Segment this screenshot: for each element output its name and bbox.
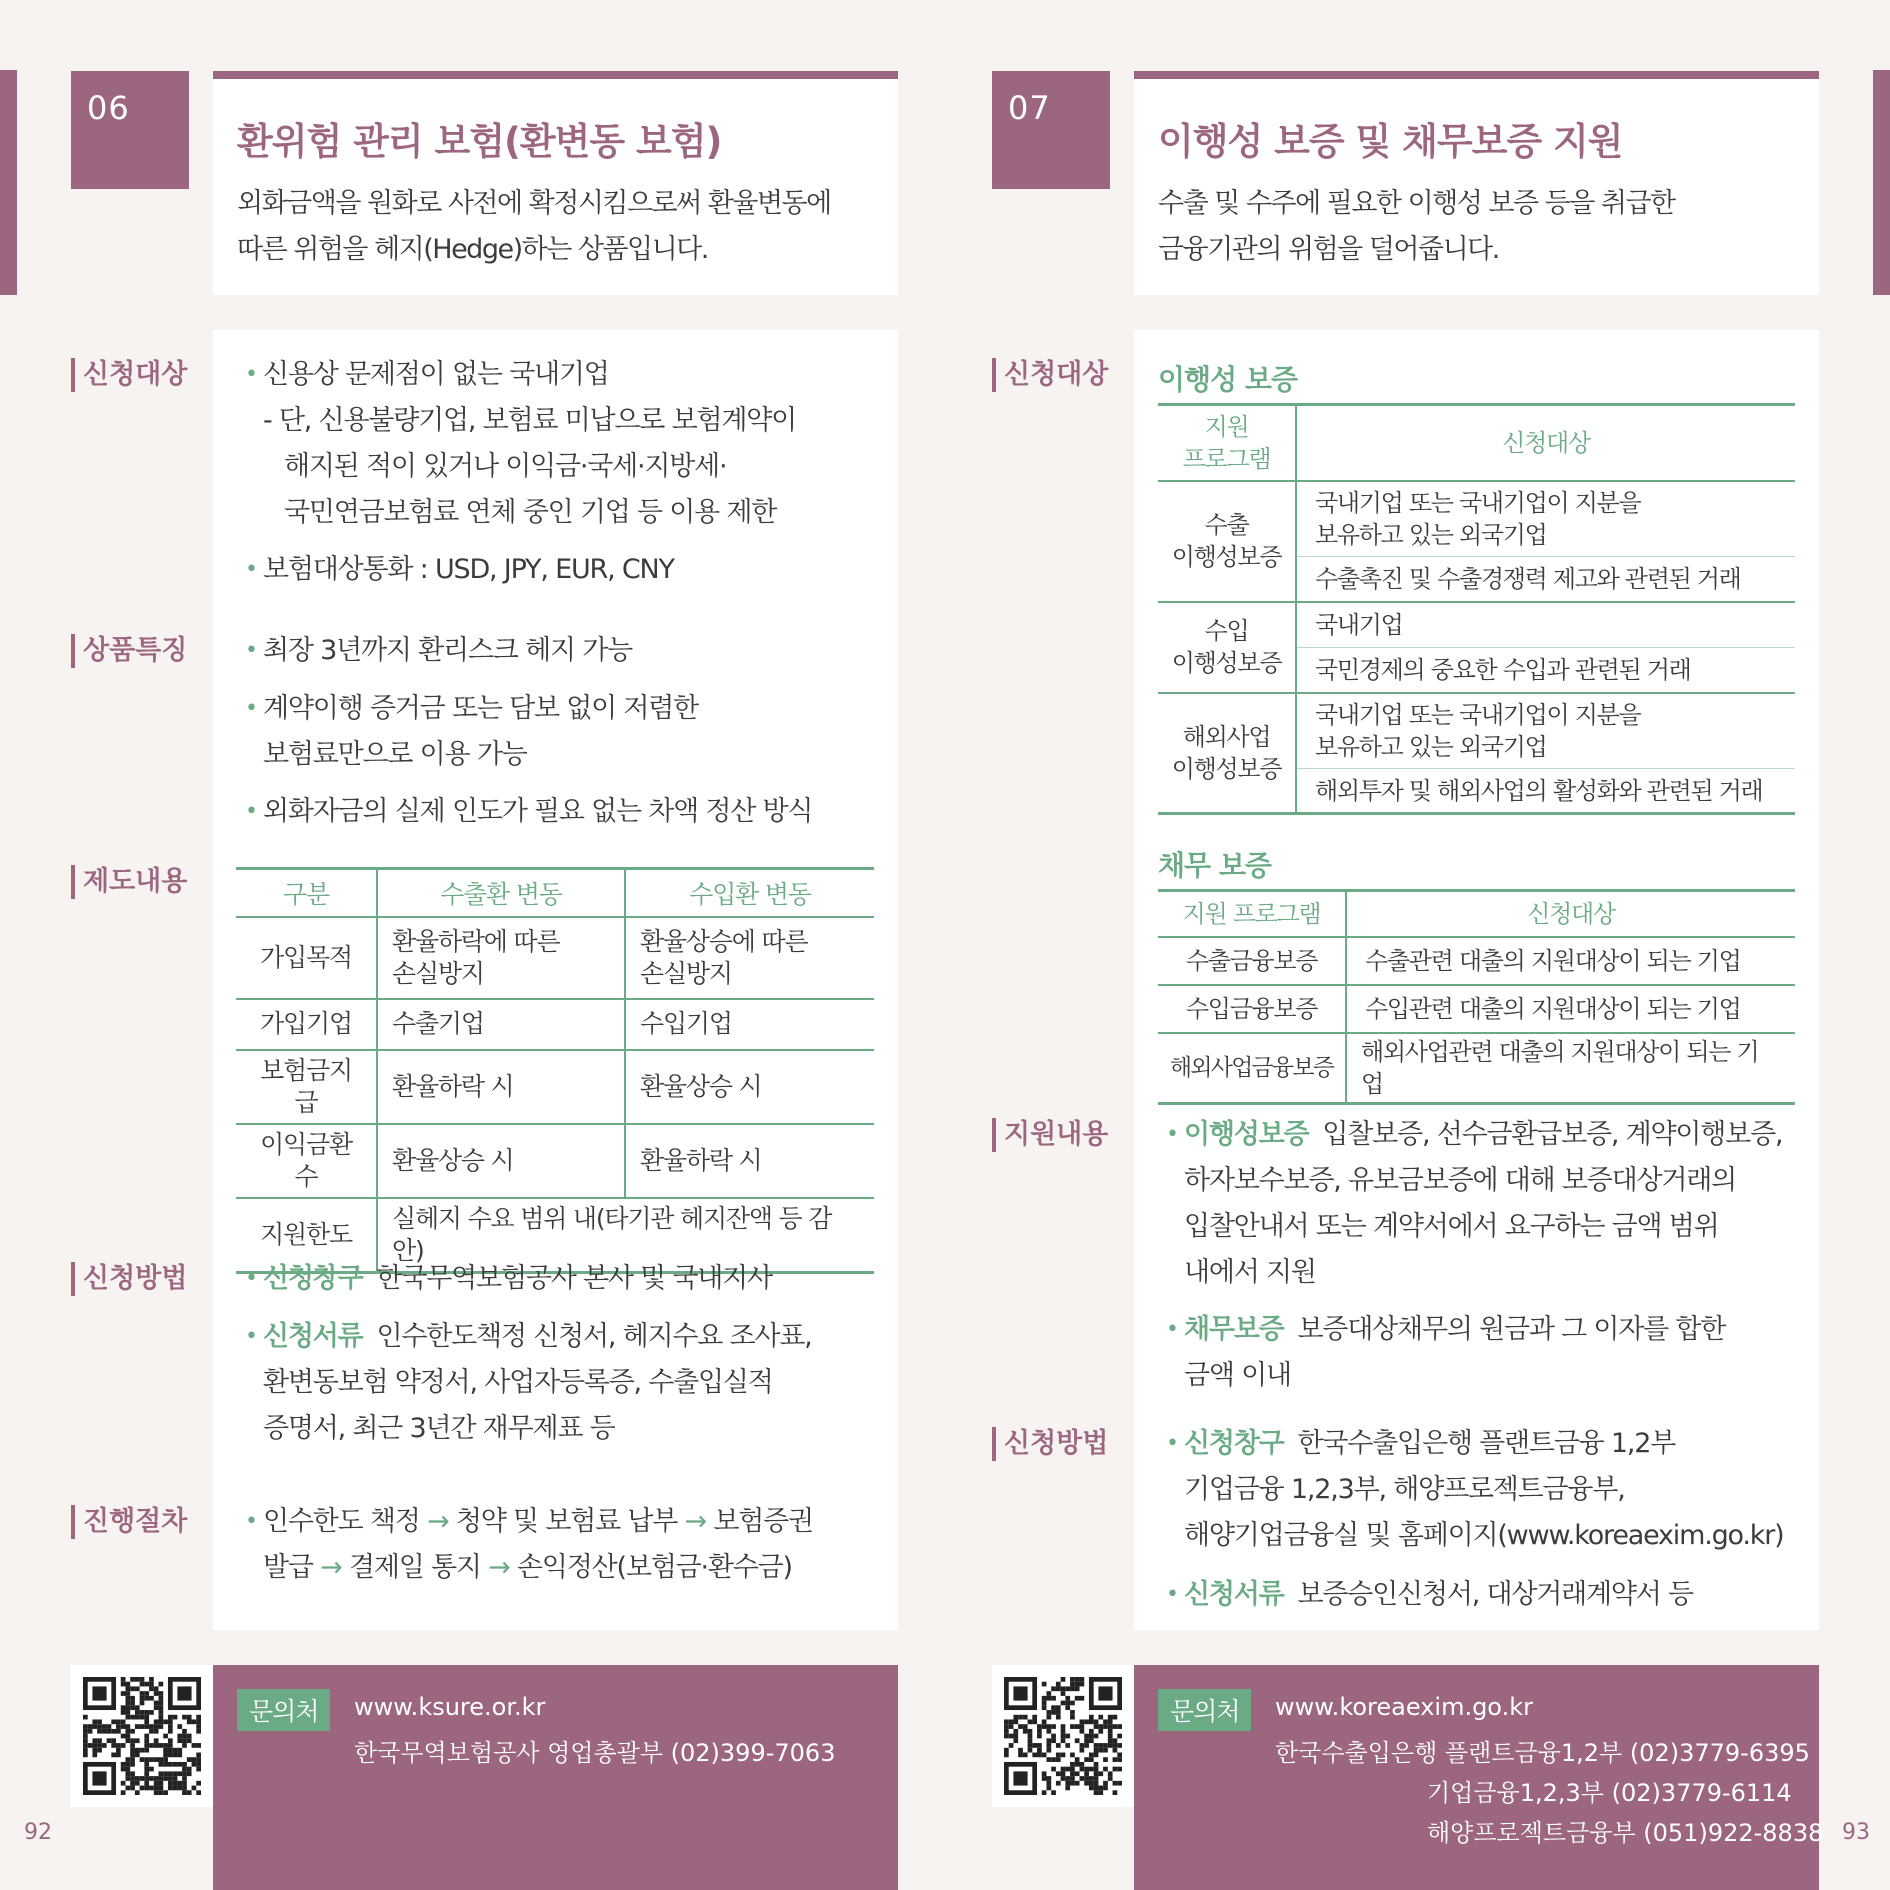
table-row: [1158, 985, 1795, 1033]
label-target: 신청대상: [71, 358, 187, 392]
bullet-dot-icon: •: [1166, 1317, 1178, 1342]
left-contact-box: [213, 1665, 898, 1890]
arrow-right-icon: →: [684, 1506, 706, 1537]
table-cell: 국민경제의 중요한 수입과 관련된 거래: [1296, 648, 1795, 693]
label-process: 진행절차: [71, 1505, 187, 1539]
process-bullet-cont: 발급 → 결제일 통지 → 손익정산(보험금·환수금): [263, 1552, 792, 1583]
contact-line-3: 해양프로젝트금융부 (051)922-8838: [1427, 1819, 1824, 1847]
table-cell: 수출촉진 및 수출경쟁력 제고와 관련된 거래: [1296, 557, 1795, 602]
table-cell: 국내기업: [1296, 602, 1795, 648]
right-contact-box: [1134, 1665, 1824, 1890]
target-sub-line-2: 해지된 적이 있거나 이익금·국세·지방세·: [284, 451, 727, 482]
table-cell: 환율상승 시: [377, 1124, 625, 1198]
table-cell: 환율상승에 따른 손실방지: [625, 917, 874, 999]
table-cell: 가입목적: [236, 917, 377, 999]
table-cell: 가입기업: [236, 999, 377, 1050]
target-sub-line-3: 국민연금보험료 연체 중인 기업 등 이용 제한: [284, 497, 777, 528]
table-cell: 해외사업관련 대출의 지원대상이 되는 기업: [1346, 1033, 1795, 1104]
table-cell: 수출금융보증: [1158, 937, 1346, 985]
target-bullet-1: • 신용상 문제점이 없는 국내기업: [263, 352, 609, 398]
table-header-row: [1158, 891, 1795, 937]
contact-line-2: 기업금융1,2,3부 (02)3779-6114: [1427, 1779, 1792, 1807]
method-bullet-1-cont: 해양기업금융실 및 홈페이지(www.koreaexim.go.kr): [1184, 1520, 1784, 1551]
table-cell: 국내기업 또는 국내기업이 지분을 보유하고 있는 외국기업: [1296, 693, 1795, 769]
feature-bullet-2: • 계약이행 증거금 또는 담보 없이 저렴한: [263, 686, 698, 732]
contact-line: 한국무역보험공사 영업총괄부 (02)399-7063: [354, 1739, 836, 1767]
support-bullet-1-cont: 입찰안내서 또는 계약서에서 요구하는 금액 범위: [1184, 1211, 1719, 1242]
table-header: 신청대상: [1296, 405, 1795, 481]
table-header: 지원 프로그램: [1158, 891, 1346, 937]
left-page-title: 환위험 관리 보험(환변동 보험): [237, 120, 722, 163]
table-cell: 환율하락에 따른 손실방지: [377, 917, 625, 999]
bullet-dot-icon: •: [245, 1509, 257, 1534]
label-system: 제도내용: [71, 865, 187, 899]
left-description: 외화금액을 원화로 사전에 확정시킴으로써 환율변동에 따른 위험을 헤지(Hedge)하는 상품입니다.: [237, 188, 831, 265]
method-bullet-2: • 신청서류 보증승인신청서, 대상거래계약서 등: [1184, 1572, 1693, 1618]
table-row: [236, 1124, 874, 1198]
table-cell: 해외사업 이행성보증: [1158, 693, 1296, 814]
contact-url-link[interactable]: www.koreaexim.go.kr: [1275, 1693, 1533, 1721]
bullet-dot-icon: •: [1166, 1122, 1178, 1147]
table-header-row: [1158, 405, 1795, 481]
table-header: 신청대상: [1346, 891, 1795, 937]
right-description: 수출 및 수주에 필요한 이행성 보증 등을 취급한 금융기관의 위험을 덜어줍니다.: [1158, 188, 1675, 265]
bullet-dot-icon: •: [245, 696, 257, 721]
qr-code-icon[interactable]: [992, 1665, 1134, 1807]
table-header-row: [236, 869, 874, 917]
left-edge-accent: [0, 70, 17, 295]
sub-heading-debt: 채무 보증: [1158, 849, 1271, 882]
table-row: [236, 917, 874, 999]
left-title-card: [213, 71, 898, 295]
contact-line-1: 한국수출입은행 플랜트금융1,2부 (02)3779-6395: [1275, 1739, 1810, 1767]
contact-tag: 문의처: [237, 1689, 330, 1731]
support-bullet-1: • 이행성보증 입찰보증, 선수금환급보증, 계약이행보증,: [1184, 1112, 1782, 1158]
right-page-title: 이행성 보증 및 채무보증 지원: [1158, 120, 1623, 163]
page-number-right: 93: [1842, 1820, 1870, 1845]
table-cell: 실헤지 수요 범위 내(타기관 헤지잔액 등 감안): [377, 1198, 874, 1273]
table-cell: 지원한도: [260, 1219, 352, 1249]
qr-code-graphic: [1004, 1677, 1122, 1795]
table-cell: 이익금환수: [236, 1124, 377, 1198]
table-cell: 수입금융보증: [1158, 985, 1346, 1033]
label-target: 신청대상: [992, 358, 1108, 392]
contact-tag: 문의처: [1158, 1689, 1251, 1731]
table-cell: 수입 이행성보증: [1158, 602, 1296, 693]
support-bullet-1-cont: 내에서 지원: [1184, 1257, 1316, 1288]
process-bullet: • 인수한도 책정 → 청약 및 보험료 납부 → 보험증권: [263, 1499, 813, 1545]
sub-heading-performance: 이행성 보증: [1158, 363, 1297, 396]
table-row: [1158, 602, 1795, 648]
arrow-right-icon: →: [488, 1552, 510, 1583]
qr-code-graphic: [83, 1677, 201, 1795]
table-row: [236, 999, 874, 1050]
feature-bullet-2-cont: 보험료만으로 이용 가능: [263, 739, 527, 770]
table-cell: 보험금지급: [236, 1050, 377, 1124]
arrow-right-icon: →: [320, 1552, 342, 1583]
support-bullet-2: • 채무보증 보증대상채무의 원금과 그 이자를 합한: [1184, 1307, 1725, 1353]
bullet-dot-icon: •: [245, 799, 257, 824]
method-bullet-2-cont: 환변동보험 약정서, 사업자등록증, 수출입실적: [263, 1367, 773, 1398]
table-cell: 수출관련 대출의 지원대상이 되는 기업: [1346, 937, 1795, 985]
label-support: 지원내용: [992, 1118, 1108, 1152]
bullet-dot-icon: •: [1166, 1431, 1178, 1456]
table-cell: 해외사업금융보증: [1158, 1033, 1346, 1104]
bullet-dot-icon: •: [245, 1266, 257, 1291]
target-bullet-2: • 보험대상통화 : USD, JPY, EUR, CNY: [263, 547, 674, 593]
bullet-dot-icon: •: [245, 362, 257, 387]
method-bullet-1-cont: 기업금융 1,2,3부, 해양프로젝트금융부,: [1184, 1474, 1625, 1505]
target-sub-line-1: - 단, 신용불량기업, 보험료 미납으로 보험계약이: [263, 405, 796, 436]
table-row: [236, 1050, 874, 1124]
contact-url-link[interactable]: www.ksure.or.kr: [354, 1693, 546, 1721]
debt-guarantee-table: [1158, 889, 1795, 1105]
right-edge-accent: [1873, 70, 1890, 295]
table-header: 지원 프로그램: [1158, 405, 1296, 481]
table-header: 수입환 변동: [625, 869, 874, 917]
arrow-right-icon: →: [427, 1506, 449, 1537]
method-bullet-2: • 신청서류 인수한도책정 신청서, 헤지수요 조사표,: [263, 1314, 812, 1360]
performance-guarantee-table: [1158, 403, 1795, 815]
bullet-dot-icon: •: [245, 638, 257, 663]
page-number-left: 92: [24, 1820, 52, 1845]
section-number-06: 06: [71, 71, 189, 189]
table-row: [1158, 1033, 1795, 1104]
method-bullet-2-cont: 증명서, 최근 3년간 재무제표 등: [263, 1413, 615, 1444]
table-cell: 수입기업: [625, 999, 874, 1050]
table-cell: 환율상승 시: [625, 1050, 874, 1124]
bullet-dot-icon: •: [245, 1324, 257, 1349]
bullet-dot-icon: •: [1166, 1582, 1178, 1607]
table-cell: 해외투자 및 해외사업의 활성화와 관련된 거래: [1296, 769, 1795, 814]
table-cell: 수입관련 대출의 지원대상이 되는 기업: [1346, 985, 1795, 1033]
method-bullet-1: • 신청창구 한국수출입은행 플랜트금융 1,2부: [1184, 1421, 1675, 1467]
support-bullet-1-cont: 하자보수보증, 유보금보증에 대해 보증대상거래의: [1184, 1165, 1737, 1196]
feature-bullet-1: • 최장 3년까지 환리스크 헤지 가능: [263, 628, 632, 674]
table-cell: 수출기업: [377, 999, 625, 1050]
table-cell: 국내기업 또는 국내기업이 지분을 보유하고 있는 외국기업: [1296, 481, 1795, 557]
label-features: 상품특징: [71, 634, 187, 668]
support-bullet-2-cont: 금액 이내: [1184, 1360, 1291, 1391]
table-cell: 환율하락 시: [377, 1050, 625, 1124]
feature-bullet-3: • 외화자금의 실제 인도가 필요 없는 차액 정산 방식: [263, 789, 812, 835]
table-row: [1158, 937, 1795, 985]
system-table: [236, 867, 874, 1274]
section-number-07: 07: [992, 71, 1110, 189]
table-cell: 수출 이행성보증: [1158, 481, 1296, 602]
table-row: [1158, 481, 1795, 557]
bullet-dot-icon: •: [245, 557, 257, 582]
method-bullet-1: • 신청창구 한국무역보험공사 본사 및 국내지사: [263, 1256, 772, 1302]
label-method: 신청방법: [71, 1262, 187, 1296]
right-title-card: [1134, 71, 1819, 295]
table-row: [1158, 693, 1795, 769]
qr-code-icon[interactable]: [71, 1665, 213, 1807]
label-method: 신청방법: [992, 1427, 1108, 1461]
table-header: 수출환 변동: [377, 869, 625, 917]
table-header: 구분: [236, 869, 377, 917]
table-cell: 환율하락 시: [625, 1124, 874, 1198]
